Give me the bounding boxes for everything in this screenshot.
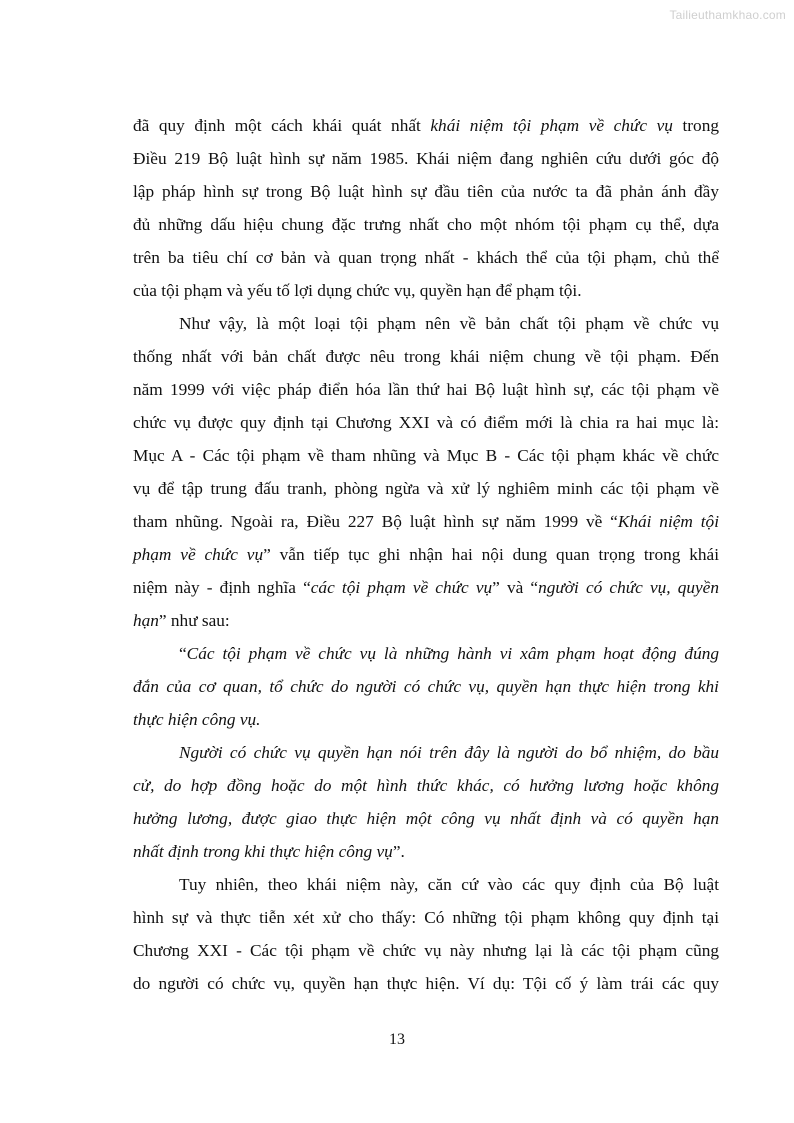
text-line [133, 241, 719, 274]
text-line [133, 571, 719, 604]
text-line [133, 637, 719, 670]
text-run: đủ những dấu hiệu chung đặc trưng nhất cho một nhóm tội phạm cụ thể, dựa [133, 215, 719, 234]
text-run: Chương XXI - Các tội phạm về chức vụ này nhưng lại là các tội phạm cũng [133, 941, 719, 960]
text-line [133, 769, 719, 802]
page-number: 13 [389, 1031, 405, 1048]
text-run: Điều 219 Bộ luật hình sự năm 1985. Khái niệm đang nghiên cứu dưới góc độ [133, 149, 719, 168]
text-run: ” và “ [492, 578, 539, 597]
text-line [133, 340, 719, 373]
text-run: Như vậy, là một loại tội phạm nên về bản chất tội phạm về chức vụ [179, 314, 719, 333]
text-run: đã quy định một cách khái quát nhất [133, 116, 431, 135]
italic-run: khái niệm tội phạm về chức vụ [430, 116, 673, 135]
text-line [133, 934, 719, 967]
italic-run: Các tội phạm về chức vụ là những hành vi xâm phạm hoạt động đúng [186, 644, 719, 663]
text-run: của tội phạm và yếu tố lợi dụng chức vụ, quyền hạn để phạm tội. [133, 281, 582, 300]
text-run: niệm này - định nghĩa “ [133, 578, 311, 597]
italic-run: nhất định trong khi thực hiện công vụ [133, 842, 393, 861]
text-run: do người có chức vụ, quyền hạn thực hiện. Ví dụ: Tội cố ý làm trái các quy [133, 974, 719, 993]
text-run: Mục A - Các tội phạm về tham nhũng và Mục B - Các tội phạm khác về chức [133, 446, 719, 465]
text-line [133, 109, 719, 142]
text-line [133, 505, 719, 538]
text-run: chức vụ được quy định tại Chương XXI và có điểm mới là chia ra hai mục là: [133, 413, 719, 432]
text-line [133, 868, 719, 901]
text-run: năm 1999 với việc pháp điển hóa lần thứ hai Bộ luật hình sự, các tội phạm về [133, 380, 719, 399]
italic-run: cử, do hợp đồng hoặc do một hình thức khác, có hưởng lương hoặc không [133, 776, 719, 795]
italic-run: Khái niệm tội [617, 512, 719, 531]
text-line [133, 802, 719, 835]
text-line [133, 538, 719, 571]
text-line [133, 604, 719, 637]
text-run: “ [179, 644, 187, 663]
italic-run: hưởng lương, được giao thực hiện một công vụ nhất định và có quyền hạn [133, 809, 719, 828]
italic-run: Người có chức vụ quyền hạn nói trên đây là người do bổ nhiệm, do bầu [179, 743, 719, 762]
italic-run: các tội phạm về chức vụ [310, 578, 493, 597]
text-run: hình sự và thực tiễn xét xử cho thấy: Có những tội phạm không quy định tại [133, 908, 719, 927]
text-line [133, 406, 719, 439]
text-line [133, 472, 719, 505]
text-line [133, 703, 719, 736]
text-run: Tuy nhiên, theo khái niệm này, căn cứ vào các quy định của Bộ luật [179, 875, 719, 894]
text-run: trên ba tiêu chí cơ bản và quan trọng nhất - khách thể của tội phạm, chủ thể [133, 248, 719, 267]
document-body [133, 109, 719, 1000]
text-line [133, 175, 719, 208]
text-run: thống nhất với bản chất được nêu trong khái niệm chung về tội phạm. Đến [133, 347, 719, 366]
italic-run: phạm về chức vụ [133, 545, 264, 564]
text-line [133, 967, 719, 1000]
text-line [133, 208, 719, 241]
text-run: ” vẫn tiếp tục ghi nhận hai nội dung quan trọng trong khái [263, 545, 719, 564]
text-run: lập pháp hình sự trong Bộ luật hình sự đầu tiên của nước ta đã phản ánh đầy [133, 182, 719, 201]
italic-run: hạn [133, 611, 159, 630]
text-run: trong [672, 116, 719, 135]
text-run: tham nhũng. Ngoài ra, Điều 227 Bộ luật hình sự năm 1999 về “ [133, 512, 618, 531]
text-line [133, 274, 719, 307]
text-line [133, 307, 719, 340]
italic-run: người có chức vụ, quyền [538, 578, 719, 597]
text-line [133, 736, 719, 769]
italic-run: thực hiện công vụ. [133, 710, 261, 729]
watermark-text: Tailieuthamkhao.com [669, 8, 786, 22]
text-run: vụ để tập trung đấu tranh, phòng ngừa và xử lý nghiêm minh các tội phạm về [133, 479, 719, 498]
text-line [133, 439, 719, 472]
text-line [133, 142, 719, 175]
text-line [133, 670, 719, 703]
text-line [133, 835, 719, 868]
text-run: ”. [392, 842, 405, 861]
text-line [133, 373, 719, 406]
text-run: ” như sau: [158, 611, 230, 630]
italic-run: đắn của cơ quan, tổ chức do người có chức vụ, quyền hạn thực hiện trong khi [133, 677, 719, 696]
text-line [133, 901, 719, 934]
